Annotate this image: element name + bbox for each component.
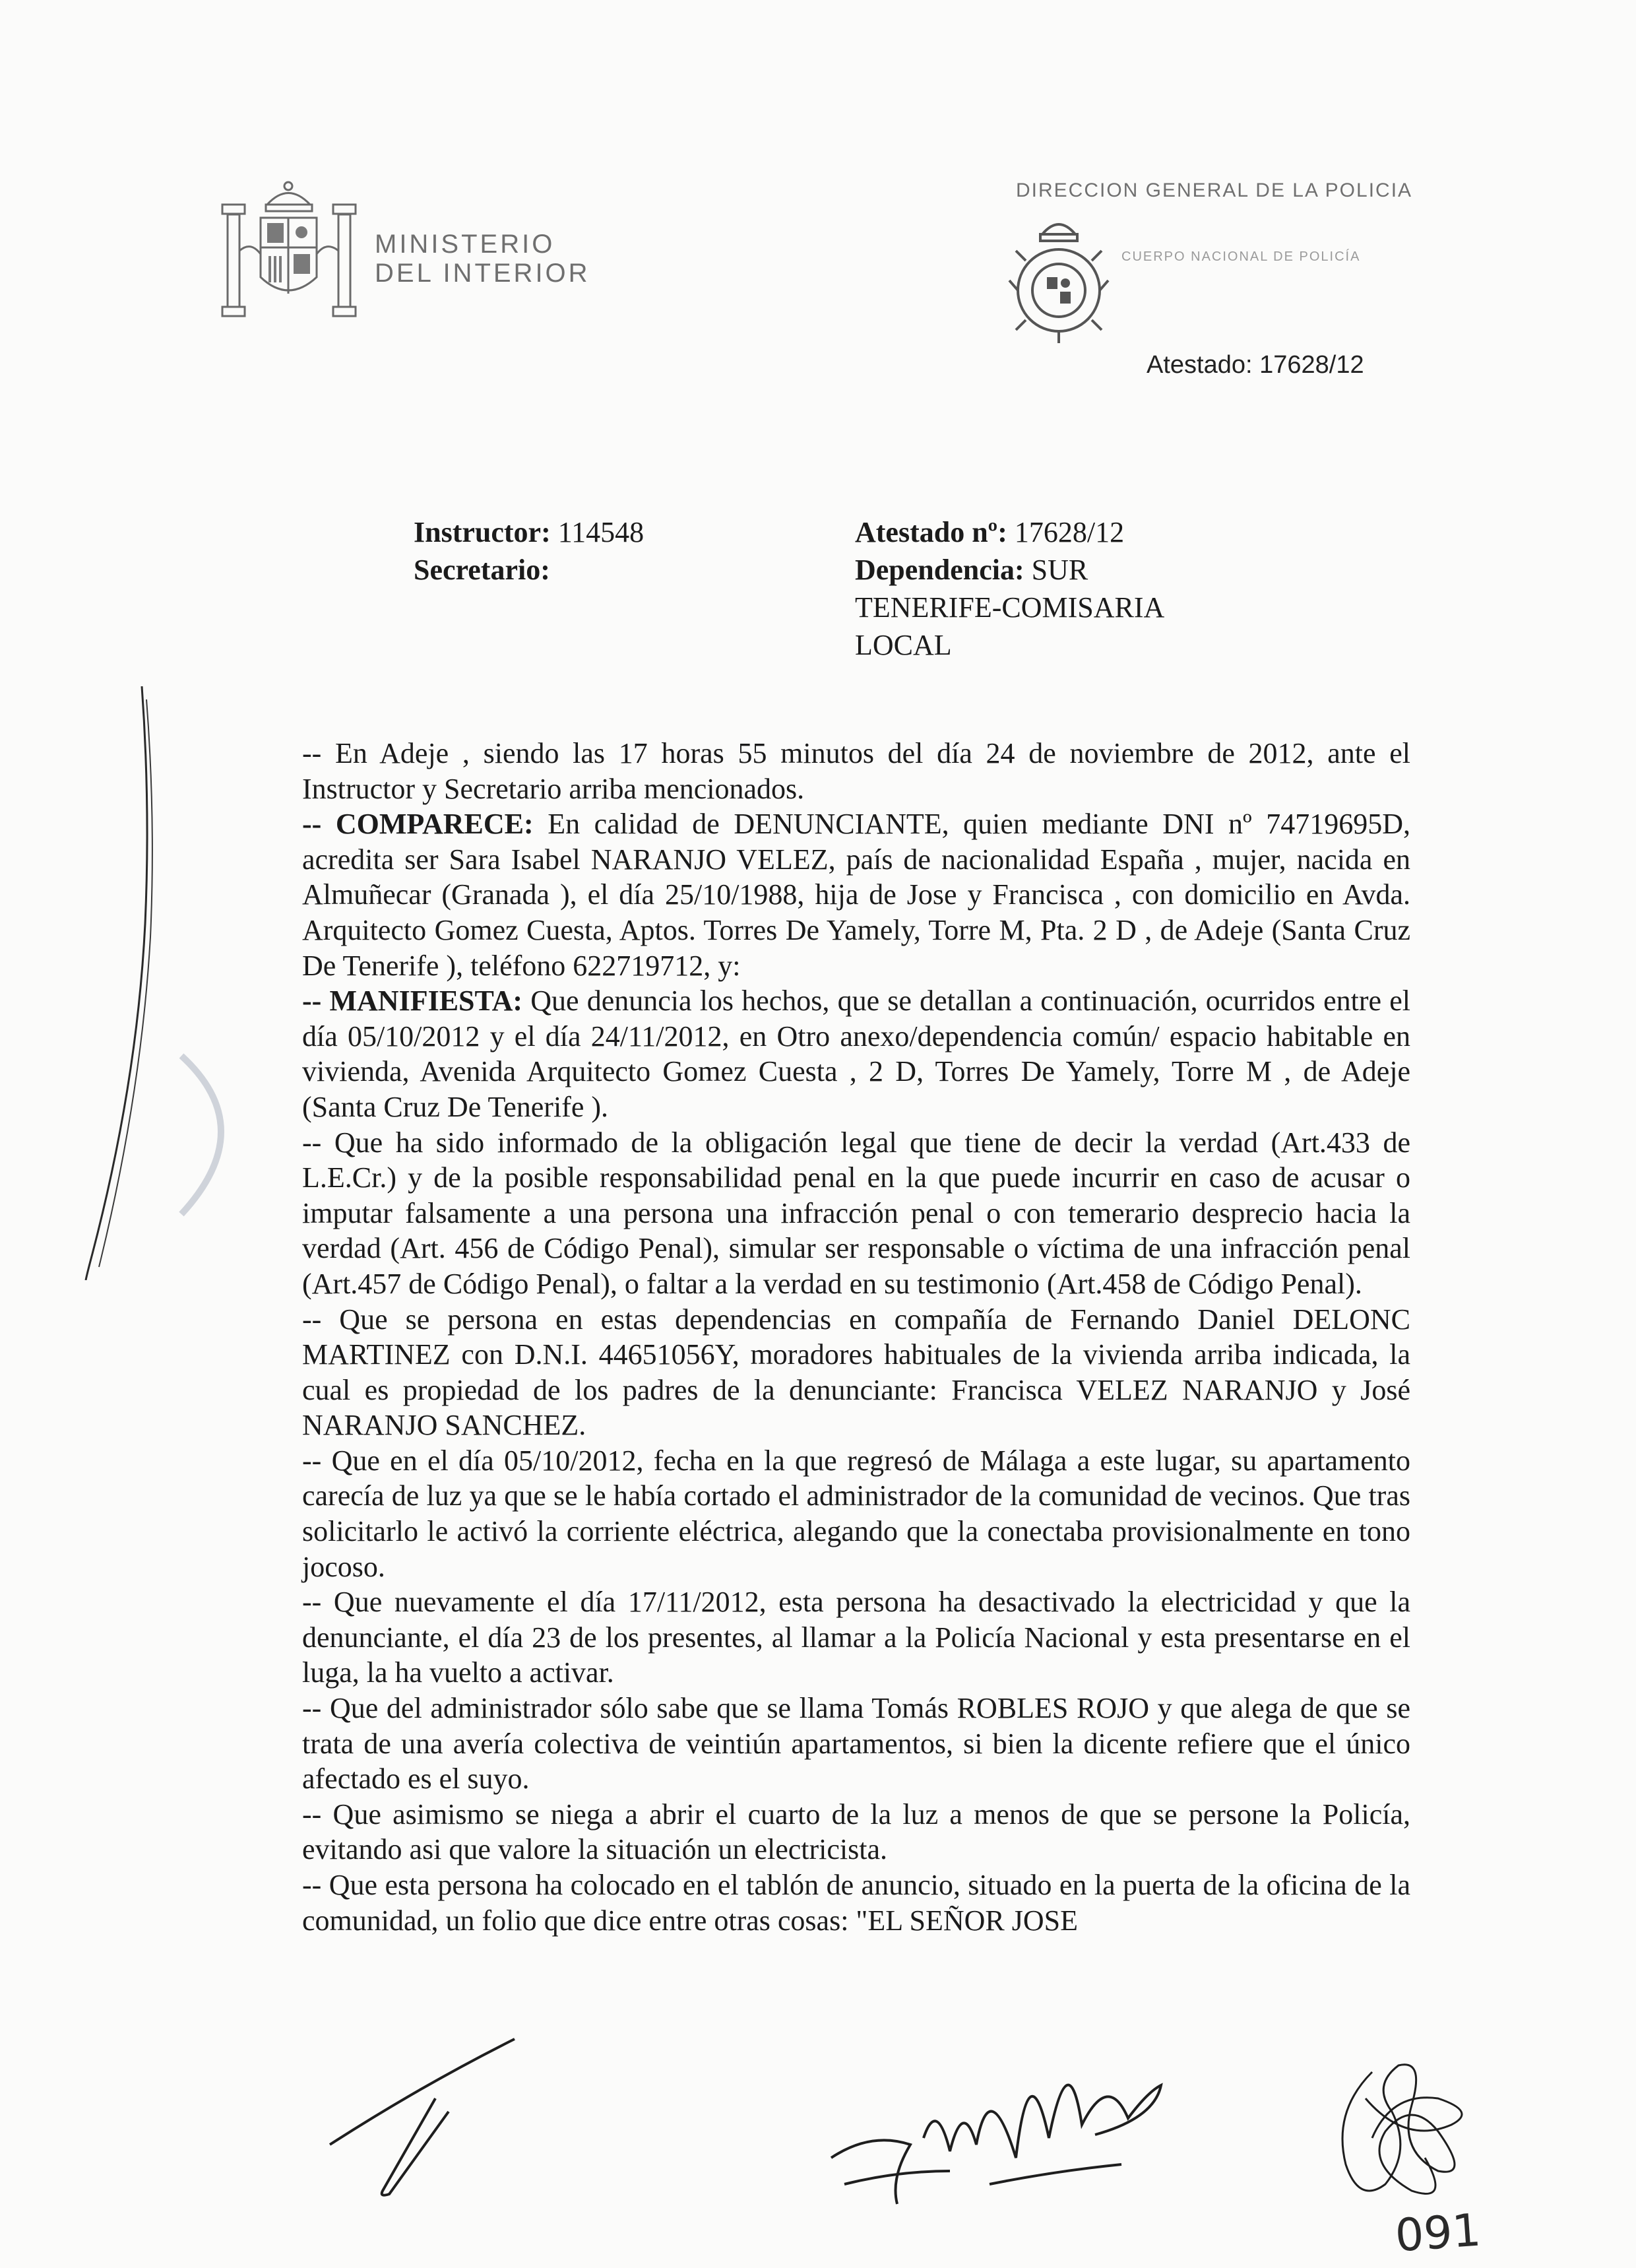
instructor-value: 114548 [557,516,645,548]
ministry-title-line-1: MINISTERIO [375,230,555,259]
signature-instructor [330,2039,515,2195]
manifiesta-text: Que denuncia los hechos, que se detallan a continuación, ocurridos entre el día 05/10/2012 y el día 24/11/2012, en Otro anexo/dependencia común/ espacio habitable en vivienda, Avenida Arquitecto Gomez Cuesta , 2 D, Torres De Yamely, Torre M , de Adeje (Santa Cruz De Tenerife ). [302,985,1410,1123]
signatures [317,2019,1517,2230]
signature-denunciante [1342,2065,1462,2194]
police-direction-title: DIRECCION GENERAL DE LA POLICIA [1016,179,1413,201]
paragraph-manifiesta [302,983,1410,1124]
paragraph-comparece [302,806,1410,983]
paragraph-persons: -- Que se persona en estas dependencias en compañía de Fernando Daniel DELONC MARTINEZ con D.N.I. 44651056Y, moradores habituales de la vivienda arriba indicada, la cual es propiedad de los padres de la denunciante: Francisca VELEZ NARANJO y José NARANJO SANCHEZ. [302,1303,1410,1442]
manifiesta-label: -- MANIFIESTA: [302,985,523,1018]
atestado-block [855,513,1164,664]
paragraph-legal-notice: -- Que ha sido informado de la obligación legal que tiene de decir la verdad (Art.433 de L.E.Cr.) y de la posible responsabilidad penal en la que puede incurrir en caso de acusar o imputar falsamente a una persona una infracción penal o con temerario desprecio hacia la verdad (Art. 456 de Código Penal), simular ser responsable o víctima de una infracción penal (Art.457 de Código Penal), o faltar a la verdad en su testimonio (Art.458 de Código Penal). [302,1126,1410,1300]
paragraph-opening: -- En Adeje , siendo las 17 horas 55 minutos del día 24 de noviembre de 2012, ante el Instructor y Secretario arriba mencionados. [302,737,1410,805]
faint-stamp-mark [168,1049,261,1221]
police-badge-icon [1006,214,1112,346]
dependencia-label: Dependencia: [855,554,1024,586]
comparece-label: -- COMPARECE: [302,808,534,841]
instructor-label: Instructor: [414,516,551,548]
paragraph-facts-1: -- Que en el día 05/10/2012, fecha en la que regresó de Málaga a este lugar, su apartamento carecía de luz ya que se le había cortado el administrador de la comunidad de vecinos. Que tras solicitarlo le activó la corriente eléctrica, alegando que la conectaba provisionalmente en tono jocoso. [302,1444,1410,1583]
dependencia-value-1: SUR [1031,554,1088,586]
ministry-title-line-2: DEL INTERIOR [375,259,590,288]
police-corps-title: CUERPO NACIONAL DE POLICÍA [1121,249,1361,264]
paragraph-administrator: -- Que del administrador sólo sabe que se llama Tomás ROBLES ROJO y que alega de que se trata de una avería colectiva de veintiún apartamentos, si bien la dicente refiere que el único afectado es el suyo. [302,1692,1410,1796]
statement-body [302,736,1410,1938]
dependencia-value-2: TENERIFE-COMISARIA [855,591,1165,624]
paragraph-notice-board: -- Que esta persona ha colocado en el tablón de anuncio, situado en la puerta de la oficina de la comunidad, un folio que dice entre otras cosas: "EL SEÑOR JOSE [302,1869,1410,1937]
secretario-label: Secretario: [414,554,550,586]
instructor-block [414,513,644,589]
atestado-value: 17628/12 [1014,516,1125,548]
coat-of-arms-icon [214,178,363,337]
signature-secretario [831,2085,1161,2204]
paragraph-facts-2: -- Que nuevamente el día 17/11/2012, esta persona ha desactivado la electricidad y que la denunciante, el día 23 de los presentes, al llamar a la Policía Nacional y esta presentarse en el luga, la ha vuelto a activar. [302,1586,1410,1689]
page-number: 091 [1393,2204,1483,2263]
dependencia-value-3: LOCAL [855,629,952,661]
comparece-text: En calidad de DENUNCIANTE, quien mediante DNI nº 74719695D, acredita ser Sara Isabel NARANJO VELEZ, país de nacionalidad España , mujer, nacida en Almuñecar (Granada ), el día 25/10/1988, hija de Jose y Francisca , con domicilio en Avda. Arquitecto Gomez Cuesta, Aptos. Torres De Yamely, Torre M, Pta. 2 D , de Adeje (Santa Cruz De Tenerife ), teléfono 622719712, y: [302,808,1410,982]
header-atestado-number: Atestado: 17628/12 [1147,351,1364,379]
paragraph-electrician: -- Que asimismo se niega a abrir el cuarto de la luz a menos de que se persone la Policía, evitando asi que valore la situación un electricista. [302,1798,1410,1866]
atestado-label: Atestado nº: [855,516,1007,548]
